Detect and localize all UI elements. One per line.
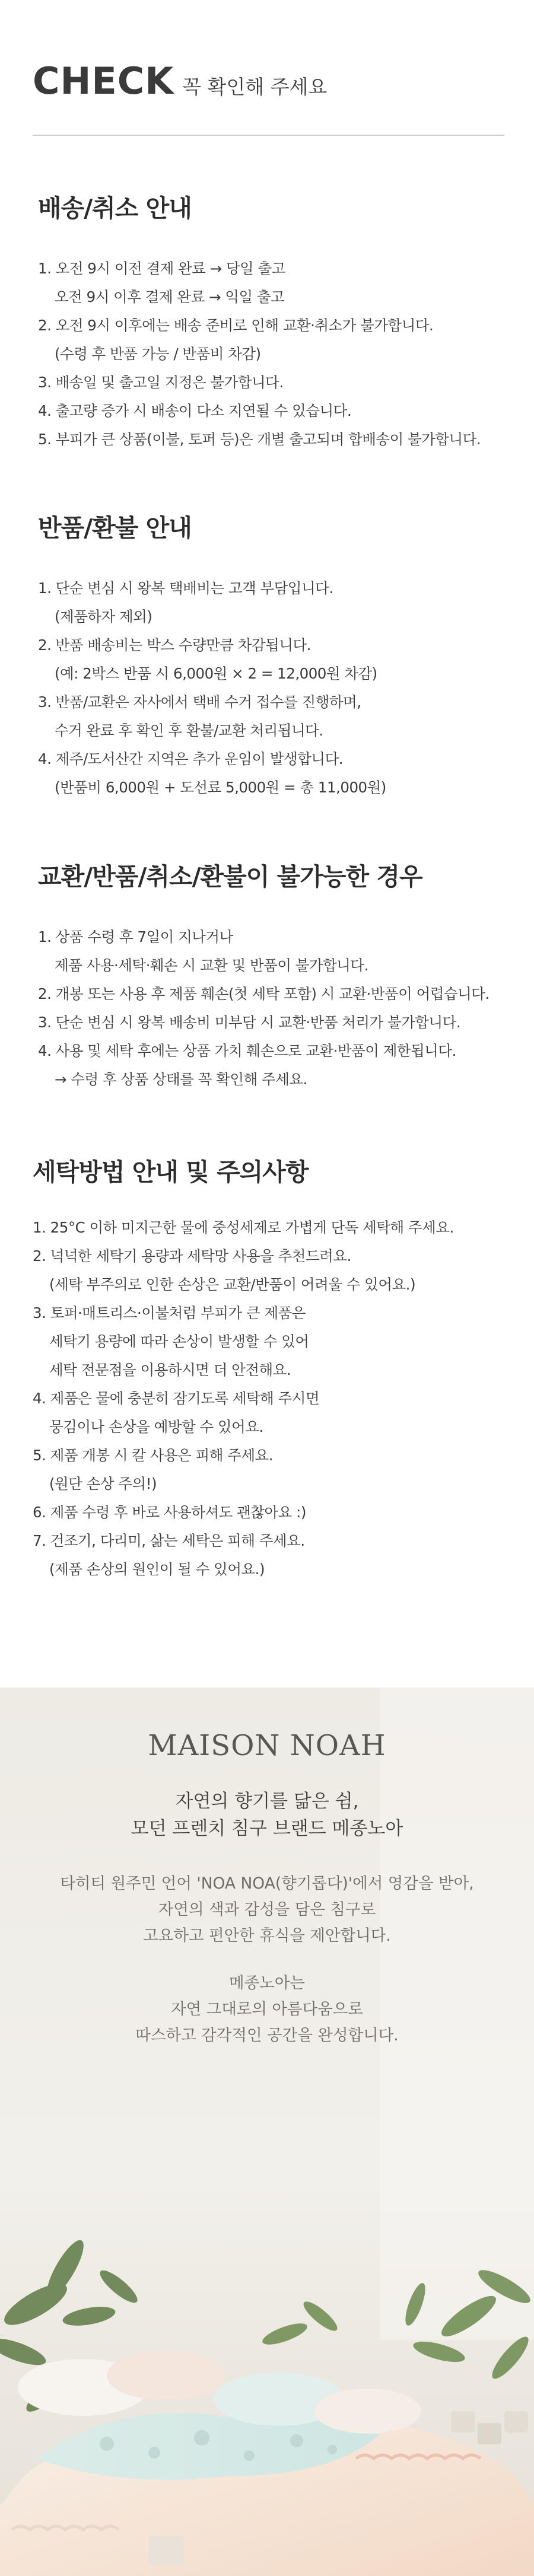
list-item: 5. 제품 개봉 시 칼 사용은 피해 주세요. [33,1447,274,1464]
section-list [38,254,513,454]
list-item: 세탁기 용량에 따라 손상이 발생할 수 있어 [49,1333,309,1350]
list-item: 제품 사용·세탁·훼손 시 교환 및 반품이 불가합니다. [55,957,368,974]
brand-description: 타히티 원주민 언어 'NOA NOA(향기롭다)'에서 영감을 받아, [60,1874,474,1893]
list-item: 3. 토퍼·매트리스·이불처럼 부피가 큰 제품은 [33,1304,306,1322]
return-refund-section [38,508,513,802]
brand-description: 메종노아는 [229,1974,305,1992]
brand-logo: MAISON NOAH [148,1729,386,1762]
list-item: 4. 사용 및 세탁 후에는 상품 가치 훼손으로 교환·반품이 제한됩니다. [38,1042,456,1059]
list-item: 세탁 전문점을 이용하시면 더 안전해요. [49,1361,291,1378]
list-item: 2. 개봉 또는 사용 후 제품 훼손(첫 세탁 포함) 시 교환·반품이 어렵습니다. [38,985,490,1002]
section-title: 배송/취소 안내 [38,194,192,222]
list-item: (수령 후 반품 가능 / 반품비 차감) [55,345,261,362]
section-list [33,1214,507,1584]
brand-tagline: 자연의 향기를 닮은 쉼, [175,1791,359,1812]
check-subtitle: 꼭 확인해 주세요 [182,75,328,98]
section-title: 교환/반품/취소/환불이 불가능한 경우 [38,862,422,891]
section-title: 반품/환불 안내 [38,514,192,542]
list-item: 수거 완료 후 확인 후 환불/교환 처리됩니다. [55,722,323,739]
list-item: 1. 오전 9시 이전 결제 완료 → 당일 출고 [38,260,285,277]
list-item: 4. 출고량 증가 시 배송이 다소 지연될 수 있습니다. [38,402,352,419]
list-item: 4. 제품은 물에 충분히 잠기도록 세탁해 주시면 [33,1390,320,1407]
list-item: 2. 오전 9시 이후에는 배송 준비로 인해 교환·취소가 불가합니다. [38,317,434,334]
list-item: 1. 단순 변심 시 왕복 택배비는 고객 부담입니다. [38,579,333,597]
list-item: 6. 제품 수령 후 바로 사용하셔도 괜찮아요 :) [33,1504,306,1521]
check-header [33,59,327,103]
list-item: 3. 반품/교환은 자사에서 택배 수거 접수를 진행하며, [38,693,361,711]
list-item: (제품 손상의 원인이 될 수 있어요.) [49,1561,265,1578]
brand-description: 따스하고 감각적인 공간을 완성합니다. [135,2026,399,2045]
washing-guide-section [33,1152,507,1584]
list-item: 3. 단순 변심 시 왕복 배송비 미부담 시 교환·반품 처리가 불가합니다. [38,1014,461,1031]
list-item: 오전 9시 이후 결제 완료 → 익일 출고 [55,288,285,305]
brand-banner [0,1687,534,2576]
brand-description: 자연의 색과 감성을 담은 침구로 [158,1900,376,1919]
list-item: 4. 제주/도서산간 지역은 추가 운임이 발생합니다. [38,750,344,768]
section-list [38,574,513,802]
header-divider [33,135,504,136]
list-item: (세탁 부주의로 인한 손상은 교환/반품이 어려울 수 있어요.) [49,1276,416,1293]
list-item: (예: 2박스 반품 시 6,000원 × 2 = 12,000원 차감) [55,665,377,682]
section-list [38,923,513,1094]
list-item: (제품하자 제외) [55,608,152,625]
list-item: 2. 넉넉한 세탁기 용량과 세탁망 사용을 추천드려요. [33,1247,351,1265]
list-item: (반품비 6,000원 + 도선료 5,000원 = 총 11,000원) [55,779,386,796]
list-item: 5. 부피가 큰 상품(이불, 토퍼 등)은 개별 출고되며 합배송이 불가합니다. [38,431,481,448]
list-item: 1. 25°C 이하 미지근한 물에 중성세제로 가볍게 단독 세탁해 주세요. [33,1219,454,1236]
brand-description: 고요하고 편안한 휴식을 제안합니다. [143,1927,391,1945]
list-item: 7. 건조기, 다리미, 삶는 세탁은 피해 주세요. [33,1532,305,1549]
list-item: → 수령 후 상품 상태를 꼭 확인해 주세요. [55,1071,307,1088]
section-title: 세탁방법 안내 및 주의사항 [33,1158,309,1186]
list-item: 3. 배송일 및 출고일 지정은 불가합니다. [38,374,284,391]
list-item: 뭉김이나 손상을 예방할 수 있어요. [49,1418,263,1435]
non-refundable-section [38,857,513,1094]
list-item: (원단 손상 주의!) [49,1475,157,1492]
brand-tagline: 모던 프렌치 침구 브랜드 메종노아 [131,1818,403,1839]
list-item: 1. 상품 수령 후 7일이 지나거나 [38,928,233,945]
list-item: 2. 반품 배송비는 박스 수량만큼 차감됩니다. [38,636,311,654]
brand-description: 자연 그대로의 아름다움으로 [170,2000,364,2018]
shipping-cancel-section [38,189,513,454]
check-title: CHECK [33,59,174,103]
